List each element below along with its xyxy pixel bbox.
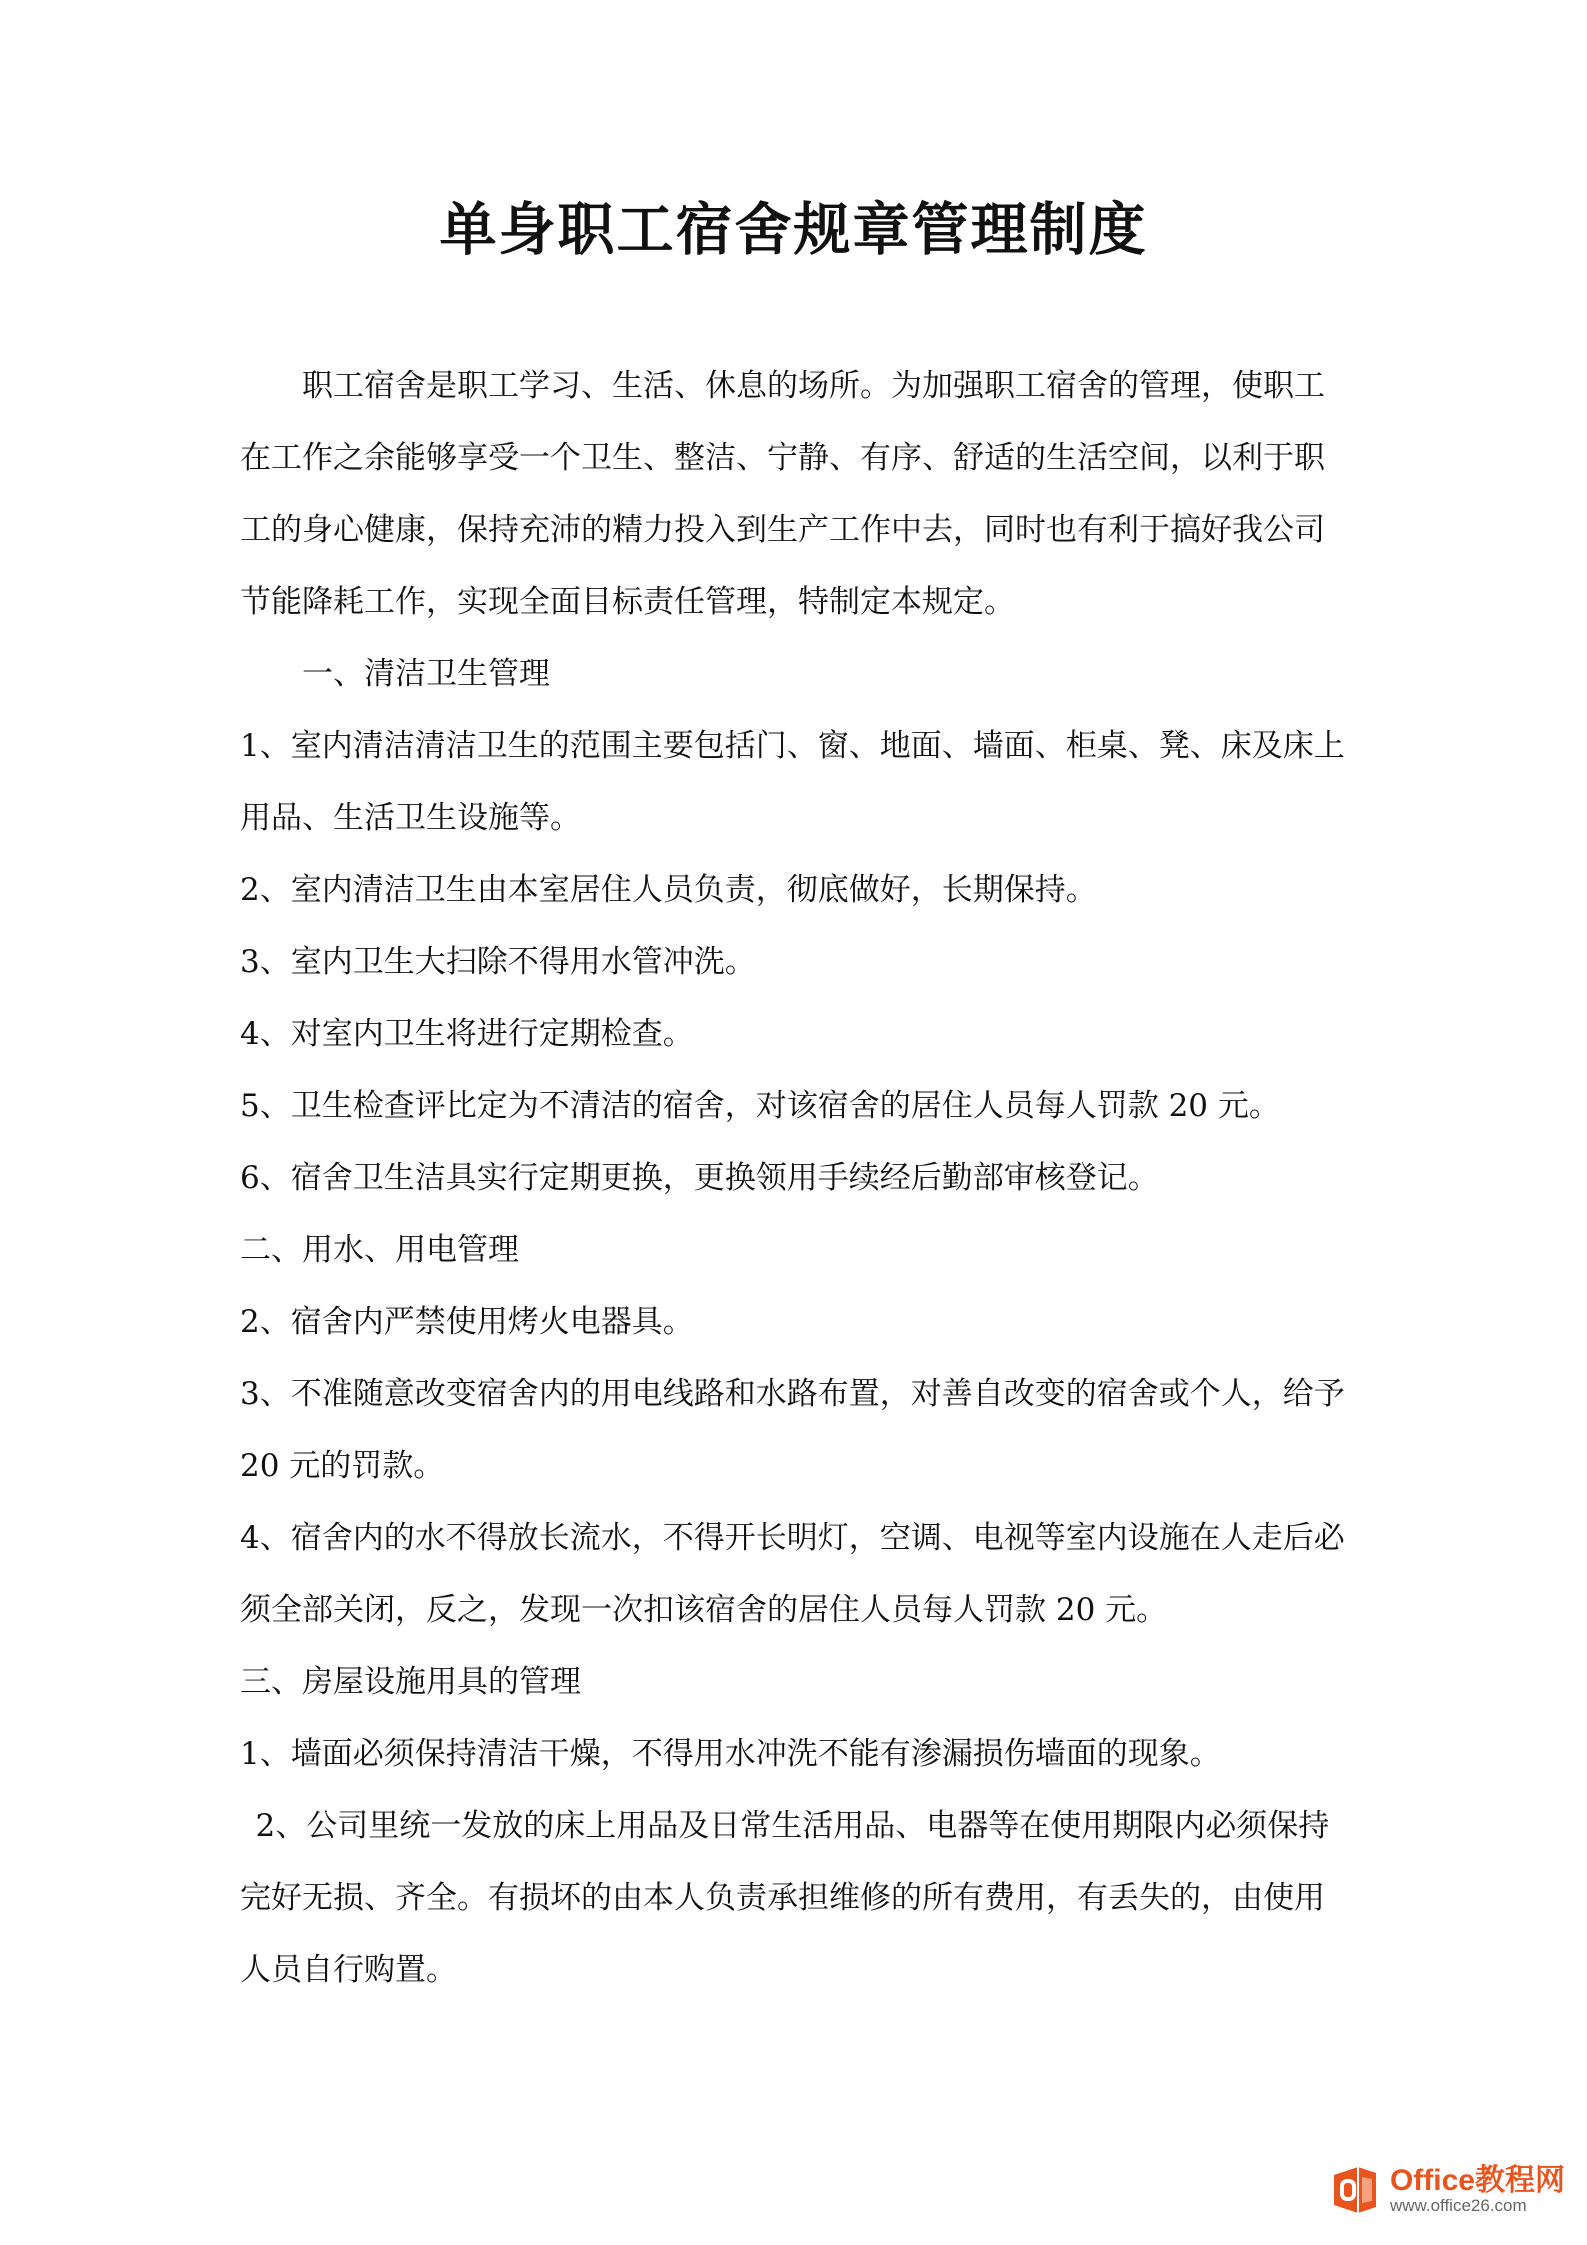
document-body — [240, 350, 1350, 2006]
list-item: 5、卫生检查评比定为不清洁的宿舍，对该宿舍的居住人员每人罚款 20 元。 — [240, 1088, 1280, 1124]
list-item: 1、室内清洁清洁卫生的范围主要包括门、窗、地面、墙面、柜桌、凳、床及床上用品、生活卫生设施等。 — [240, 728, 1345, 836]
list-item: 6、宿舍卫生洁具实行定期更换，更换领用手续经后勤部审核登记。 — [240, 1160, 1159, 1196]
watermark-url: www.office26.com — [1389, 2195, 1527, 2215]
intro-paragraph: 职工宿舍是职工学习、生活、休息的场所。为加强职工宿舍的管理，使职工在工作之余能够享受一个卫生、整洁、宁静、有序、舒适的生活空间，以利于职工的身心健康，保持充沛的精力投入到生产工作中去，同时也有利于搞好我公司节能降耗工作，实现全面目标责任管理，特制定本规定。 — [240, 368, 1325, 620]
section-heading-facilities: 三、房屋设施用具的管理 — [240, 1664, 581, 1700]
watermark — [1328, 2163, 1565, 2217]
list-item: 1、墙面必须保持清洁干燥，不得用水冲洗不能有渗漏损伤墙面的现象。 — [240, 1736, 1221, 1772]
list-item: 2、宿舍内严禁使用烤火电器具。 — [240, 1304, 694, 1340]
section-heading-cleaning: 一、清洁卫生管理 — [302, 656, 550, 692]
list-item: 4、宿舍内的水不得放长流水，不得开长明灯，空调、电视等室内设施在人走后必须全部关闭，反之，发现一次扣该宿舍的居住人员每人罚款 20 元。 — [240, 1520, 1345, 1628]
list-item: 3、不准随意改变宿舍内的用电线路和水路布置，对善自改变的宿舍或个人，给予 20 元的罚款。 — [240, 1376, 1345, 1484]
list-item: 2、室内清洁卫生由本室居住人员负责，彻底做好，长期保持。 — [240, 872, 1097, 908]
list-item: 4、对室内卫生将进行定期检查。 — [240, 1016, 694, 1052]
section-heading-water-electric: 二、用水、用电管理 — [240, 1232, 519, 1268]
list-item: 3、室内卫生大扫除不得用水管冲洗。 — [240, 944, 756, 980]
watermark-brand: Office教程网 — [1389, 2164, 1565, 2198]
document-title: 单身职工宿舍规章管理制度 — [439, 196, 1148, 263]
list-item: 2、公司里统一发放的床上用品及日常生活用品、电器等在使用期限内必须保持完好无损、齐全。有损坏的由本人负责承担维修的所有费用，有丢失的，由使用人员自行购置。 — [240, 1808, 1330, 1988]
office-logo-icon — [1328, 2163, 1382, 2217]
